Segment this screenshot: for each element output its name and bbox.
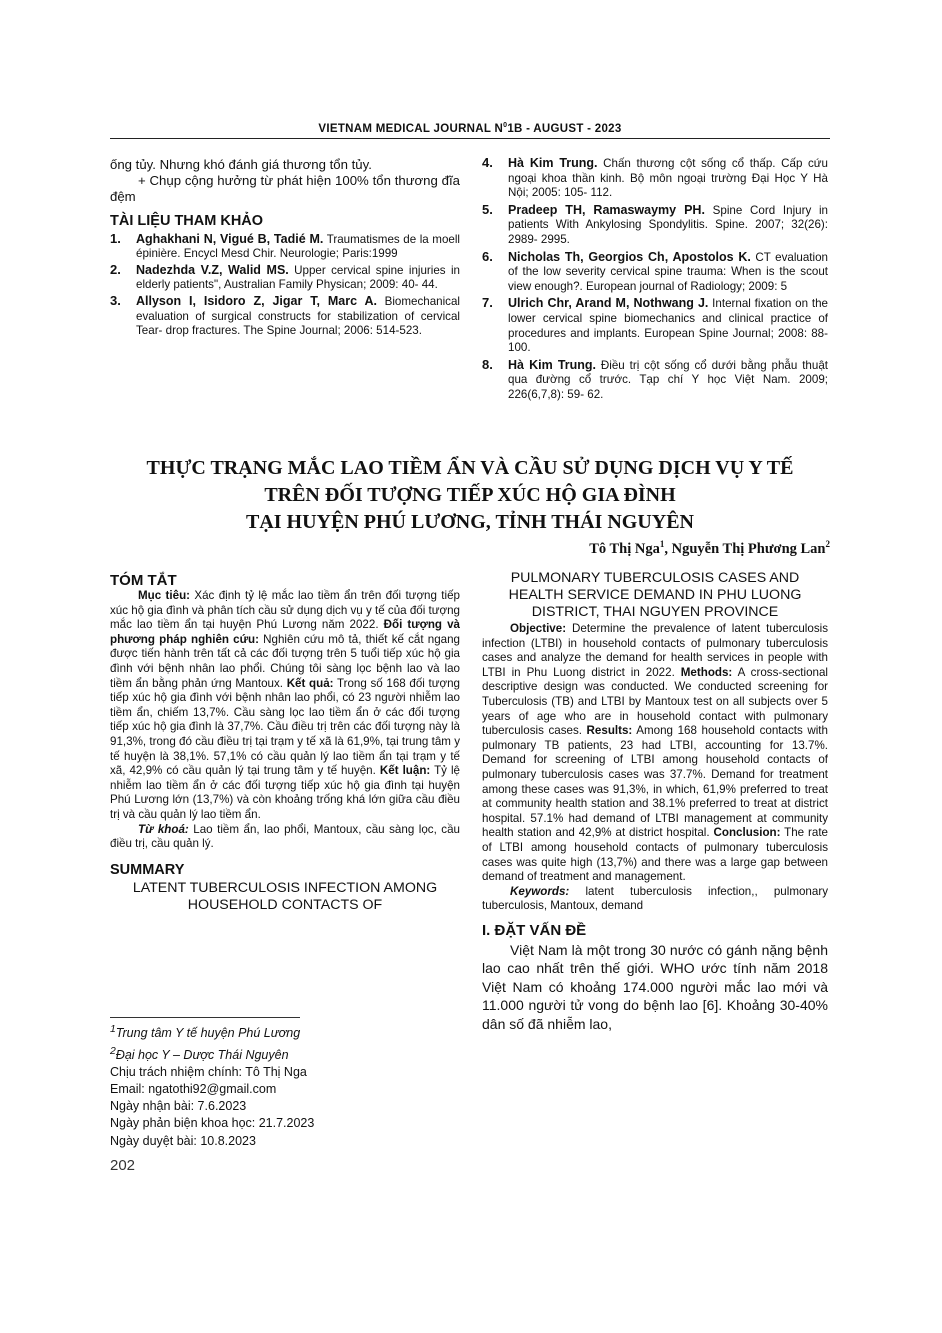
- corresponding-author: Chịu trách nhiệm chính: Tô Thị Nga: [110, 1064, 307, 1079]
- summary-en-title-part1: LATENT TUBERCULOSIS INFECTION AMONG HOUSEHOLD CONTACTS OF: [132, 879, 438, 913]
- abstract-en-body: Objective: Determine the prevalence of latent tuberculosis infection (LTBI) in household contacts of pulmonary tuberculosis cases and analyze the demand for health services in people with LTBI in Phu Luong district in 2022. Methods: A cross-sectional descriptive design was conducted. We conducted screening for Tuberculosis (TB) and LTBI by Mantoux test on all subjects over 5 years of age who are in household contact with pulmonary tuberculosis cases. Results: Among 168 household contacts with pulmonary TB patients, 23 had LTBI, accounting for 13.7%. Demand for screening of LTBI among household contacts of pulmonary tuberculosis cases was 37.7%. Demand for treatment among these cases was 91,3%, in which, 61,9% preferred to treat at community health station and 38.1% preferred to treat at district hospital. 57.1% had demand of LTBI management at community health station and 42,9% at district hospital. Conclusion: The rate of LTBI among household contacts of pulmonary tuberculosis cases was quite high (13,7%) and there was a large gap between demand of treatment and management.: [482, 622, 828, 884]
- summary-en-title-part2: PULMONARY TUBERCULOSIS CASES AND HEALTH SERVICE DEMAND IN PHU LUONG DISTRICT, THAI NGUYEN PROVINCE: [508, 570, 802, 620]
- abstract-vi-body: Mục tiêu: Xác định tỷ lệ mắc lao tiềm ẩn trên đối tượng tiếp xúc hộ gia đình và phân tích cầu sử dụng dịch vụ y tế của đối tượng mắc lao tiềm ẩn tại huyện Phú Lương năm 2022. Đối tượng và phương pháp nghiên cứu: Nghiên cứu mô tả, thiết kế cắt ngang được tiến hành trên tất cả các đối tượng trên 5 tuổi tiếp xúc hộ gia đình với bệnh nhân lao phổi. Chúng tôi sàng lọc bệnh lao và lao tiềm ẩn bằng phản ứng Mantoux. Kết quả: Trong số 168 đối tượng tiếp xúc hộ gia đình với bệnh nhân lao phổi, có 23 người nhiễm lao tiềm ẩn, chiếm 13,7%. Cầu sàng lọc lao tiềm ẩn ở các đối tượng tiếp xúc hộ gia đình là 37,7%. Cầu điều trị trên các đối tượng này là 91,3%, trong đó cầu điều trị tại trạm y tế xã là 61,9%, tại trung tâm y tế huyện là 38,1%. 57,1% có cầu quản lý lao tiềm ẩn tại trạm y tế xã, 42,9% có cầu quản lý tại trung tâm y tế huyện. Kết luận: Tỷ lệ nhiễm lao tiềm ẩn ở các đối tượng tiếp xúc hộ gia đình tại huyện Phú Lương lớn (13,7%) và còn khoảng trống khá lớn giữa cầu điều trị và cầu quản lý lao tiềm ẩn.: [110, 589, 461, 821]
- reference-item: 6. Nicholas Th, Georgios Ch, Apostolos K. CT evaluation of the low severity cervical spine trauma: When is the scout view enough?. European journal of Radiology; 2009: 5: [482, 248, 829, 293]
- article-title-line2: TRÊN ĐỐI TƯỢNG TIẾP XÚC HỘ GIA ĐÌNH: [264, 484, 676, 506]
- reference-item: 5. Pradeep TH, Ramaswaymy PH. Spine Cord Injury in patients With Ankylosing Spondylitis. Spine. 2007; 32(26): 2989- 2995.: [482, 201, 828, 246]
- abstract-en-keywords: Keywords: latent tuberculosis infection,, pulmonary tuberculosis, Mantoux, demand: [482, 884, 828, 913]
- affiliation-1: $^1$Trung tâm Y tế huyện Phú Lương: [110, 1024, 301, 1041]
- reference-item: 3. Allyson I, Isidoro Z, Jigar T, Marc A. Biomechanical evaluation of surgical constructs for stabilization of cervical Tear- drop fractures. The Spine Journal; 2006: 514-523.: [110, 292, 460, 338]
- footnotes: [110, 1021, 460, 1150]
- header-rule: [110, 138, 830, 139]
- journal-issue: 1B - AUGUST - 2023: [507, 122, 622, 135]
- journal-name: VIETNAM MEDICAL JOURNAL N: [318, 122, 504, 135]
- reference-item: 7. Ulrich Chr, Arand M, Nothwang J. Internal fixation on the lower cervical spine biomechanics and clinical practice of procedures and implants. European Spine Journal; 2008: 88- 100.: [482, 295, 828, 355]
- prev-text-line2: + Chụp cộng hưởng từ phát hiện 100% tổn thương đĩa đệm: [110, 173, 460, 205]
- date-approved: Ngày duyệt bài: 10.8.2023: [110, 1133, 256, 1148]
- page-number: 202: [110, 1157, 136, 1174]
- prev-article-left: [110, 157, 460, 339]
- intro-text: Việt Nam là một trong 30 nước có gánh nặng bệnh lao cao nhất trên thế giới. WHO ước tính năm 2018 Việt Nam có khoảng 174.000 người mắc lao mới và 11.000 người tử vong do bệnh lao [6]. Khoảng 30-40% dân số đã nhiễm lao,: [482, 941, 828, 1032]
- reference-item: 4. Hà Kim Trung. Chấn thương cột sống cổ thấp. Cấp cứu ngoại khoa thần kinh. Bộ môn ngoại trường Đại Học Y Hà Nội; 2005: 105- 112.: [482, 155, 829, 200]
- article-title-line3: TẠI HUYỆN PHÚ LƯƠNG, TỈNH THÁI NGUYÊN: [245, 511, 695, 533]
- article-authors: Tô Thị Nga$^1$, Nguyễn Thị Phương Lan$^2$: [589, 539, 830, 557]
- article-title-line1: THỰC TRẠNG MẮC LAO TIỀM ẨN VÀ CẦU SỬ DỤNG DỊCH VỤ Y TẾ: [146, 457, 794, 479]
- intro-title: I. ĐẶT VẤN ĐỀ: [482, 921, 587, 939]
- reference-item: 8. Hà Kim Trung. Điều trị cột sống cổ dưới bằng phẫu thuật qua đường cổ trước. Tạp chí Y học Việt Nam. 2009; 226(6,7,8): 59- 62.: [482, 356, 828, 401]
- references-title: TÀI LIỆU THAM KHẢO: [110, 212, 264, 229]
- reference-item: 1. Aghakhani N, Vigué B, Tadié M. Traumatismes de la moell épinière. Encycl Mesd Chir. Neurologie; Paris:1999: [110, 230, 460, 261]
- journal-header: [110, 122, 830, 135]
- footnote-rule: [110, 1017, 300, 1018]
- reference-item: 2. Nadezhda V.Z, Walid MS. Upper cervical spine injuries in elderly patients", Australian Family Physican; 2009: 40- 44.: [110, 261, 460, 292]
- abstract-en-column: [482, 570, 828, 1033]
- prev-article-right: [482, 156, 828, 403]
- abstract-vi-keywords: Từ khoá: Lao tiềm ẩn, lao phổi, Mantoux, cầu sàng lọc, cầu điều trị, cầu quản lý.: [110, 822, 460, 851]
- abstract-vi-title: TÓM TẮT: [110, 572, 177, 589]
- article-title: [110, 455, 830, 536]
- affiliation-2: $^2$Đại học Y – Dược Thái Nguyên: [110, 1045, 289, 1062]
- journal-number-sup: 0: [503, 122, 508, 129]
- abstract-vi-column: [110, 572, 460, 914]
- summary-title: SUMMARY: [110, 861, 185, 878]
- email: Email: ngatothi92@gmail.com: [110, 1081, 277, 1096]
- date-reviewed: Ngày phản biện khoa học: 21.7.2023: [110, 1116, 315, 1131]
- prev-text-line1: ống tủy. Nhưng khó đánh giá thương tổn tủy.: [110, 157, 372, 172]
- date-received: Ngày nhận bài: 7.6.2023: [110, 1099, 247, 1114]
